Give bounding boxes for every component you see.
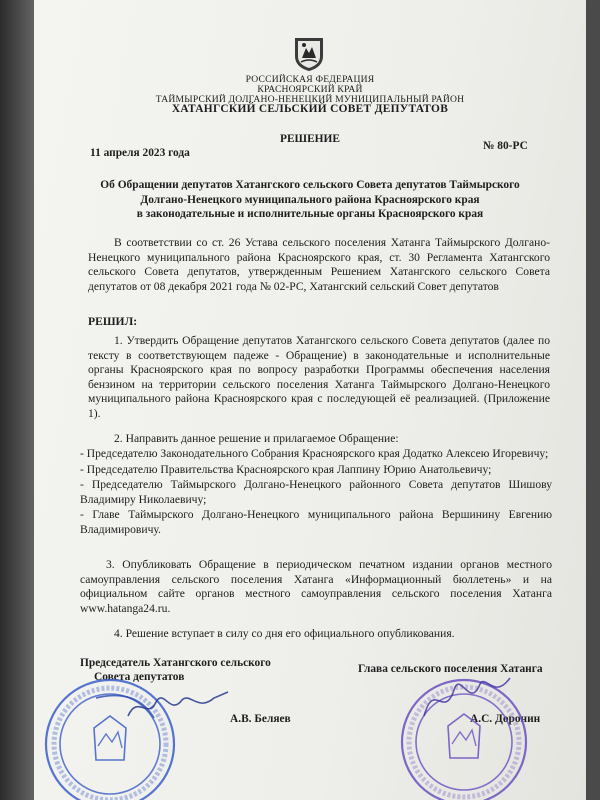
subject-line: в законодательные и исполнительные органы Красноярского края bbox=[136, 208, 484, 220]
subject-line: Долгано-Ненецкого муниципального района Красноярского края bbox=[140, 193, 480, 206]
header-region: КРАСНОЯРСКИЙ КРАЙ bbox=[257, 84, 363, 95]
left-signatory-name: А.В. Беляев bbox=[230, 713, 291, 725]
subject-line: Об Обращении депутатов Хатангского сельского Совета депутатов Таймырского bbox=[100, 179, 520, 191]
document-page bbox=[34, 0, 586, 800]
resolved-heading: РЕШИЛ: bbox=[88, 315, 138, 328]
right-signatory-name: А.С. Доронин bbox=[470, 713, 541, 725]
header-country: РОССИЙСКАЯ ФЕДЕРАЦИЯ bbox=[245, 74, 375, 85]
handwritten-signature-icon bbox=[414, 660, 524, 730]
handwritten-signature-icon bbox=[124, 686, 234, 726]
recipient-item: - Председателю Правительства Красноярского края Лаппину Юрию Анатольевичу; bbox=[80, 462, 492, 476]
item-2-paragraph: 2. Направить данное решение и прилагаемое Обращение: bbox=[114, 432, 399, 445]
preamble-paragraph: В соответствии со ст. 26 Устава сельского поселения Хатанга Таймырского Долгано-Ненецкого муниципального района Красноярского края, ст. 30 Регламента Хатангского сельского Совета депутатов, утвержденным Решением Хатангского сельского Совета депутатов от 08 декабря 2021 года № 02-РС, Хатангский сельский Совет депутатов bbox=[88, 236, 550, 293]
decision-subject bbox=[64, 178, 556, 222]
header-district: ТАЙМЫРСКИЙ ДОЛГАНО-НЕНЕЦКИЙ МУНИЦИПАЛЬНЫЙ РАЙОН bbox=[155, 94, 465, 105]
item-4-paragraph: 4. Решение вступает в силу со дня его официального опубликования. bbox=[114, 627, 455, 640]
left-signatory-title-line1: Председатель Хатангского сельского bbox=[80, 657, 271, 669]
left-signatory-title-line2: Совета депутатов bbox=[94, 671, 185, 683]
item-3-paragraph: 3. Опубликовать Обращение в периодическом печатном издании органов местного самоуправления сельского поселения Хатанга «Информационный бюллетень» и на официальном сайте органов местного самоуправления сельского поселения Хатанга www.hatanga24.ru. bbox=[80, 558, 552, 615]
recipient-item: - Председателю Таймырского Долгано-Ненецкого районного Совета депутатов Шишову Владимиру Николаевичу; bbox=[80, 478, 552, 506]
recipient-list bbox=[80, 447, 552, 538]
recipient-item: - Главе Таймырского Долгано-Ненецкого муниципального района Вершинину Евгению Владимировичу. bbox=[80, 508, 552, 536]
item-1-paragraph: 1. Утвердить Обращение депутатов Хатангского сельского Совета депутатов (далее по тексту в соответствующем падеже - Обращение) в законодательные и исполнительные органы Красноярского края по вопросу разработки Программы обеспечения населения бензином на территории сельского поселения Хатанга Таймырского Долгано-Ненецкого муниципального района Красноярского края с последующей её реализацией. (Приложение 1). bbox=[88, 334, 550, 420]
header-council: ХАТАНГСКИЙ СЕЛЬСКИЙ СОВЕТ ДЕПУТАТОВ bbox=[171, 103, 449, 115]
right-signatory-title: Глава сельского поселения Хатанга bbox=[358, 663, 543, 675]
recipient-item: - Председателю Законодательного Собрания Красноярского края Додатко Алексею Игоревичу; bbox=[80, 447, 549, 460]
decision-number: № 80-РС bbox=[483, 140, 528, 152]
decision-date: 11 апреля 2023 года bbox=[90, 147, 190, 159]
coat-of-arms-icon bbox=[292, 36, 326, 72]
decision-title: РЕШЕНИЕ bbox=[280, 133, 340, 145]
